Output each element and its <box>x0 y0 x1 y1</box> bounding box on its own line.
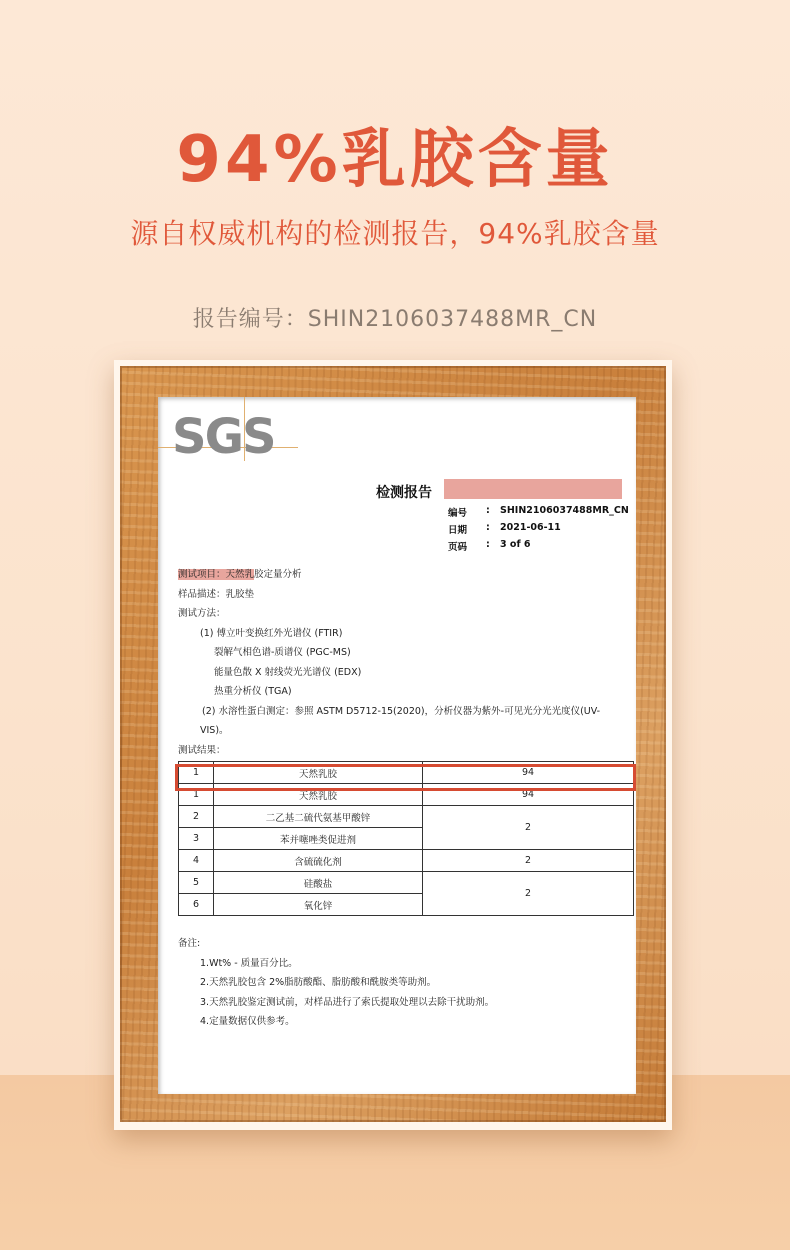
picture-frame <box>114 360 672 1130</box>
headline: 94%乳胶含量 <box>176 123 614 197</box>
test-item: 测试项目：天然乳胶定量分析 <box>178 569 302 580</box>
meta-value: 2021-06-11 <box>500 522 561 533</box>
meta-row: 编号 : SHIN2106037488MR_CN <box>448 505 629 522</box>
wooden-frame <box>120 366 666 1122</box>
note-item: 1.Wt% - 质量百分比。 <box>200 957 298 969</box>
redaction-mark <box>444 479 622 499</box>
report-number: 报告编号：SHIN2106037488MR_CN <box>192 307 598 332</box>
meta-key: 编号 <box>448 508 468 519</box>
note-item: 3.天然乳胶鉴定测试前，对样品进行了索氏提取处理以去除干扰助剂。 <box>200 996 495 1008</box>
meta-row: 页码 : 3 of 6 <box>448 539 629 556</box>
table-row: 4 含硫硫化剂 2 <box>179 850 634 872</box>
notes-label: 备注: <box>178 938 201 949</box>
report-meta <box>448 505 629 556</box>
results-table <box>178 761 634 916</box>
meta-row: 日期 : 2021-06-11 <box>448 522 629 539</box>
table-row: 1 天然乳胶 94 <box>179 762 634 784</box>
note-item: 2.天然乳胶包含 2%脂肪酸酯、脂肪酸和酰胺类等助剂。 <box>200 977 437 988</box>
method-item: VIS)。 <box>200 725 229 736</box>
method-item: (1) 傅立叶变换红外光谱仪 (FTIR) <box>200 627 343 639</box>
meta-key: 页码 <box>448 542 468 553</box>
table-row: 5 硅酸盐 2 <box>179 872 634 894</box>
results-label: 测试结果： <box>178 744 226 756</box>
method-item: 热重分析仪 (TGA) <box>214 686 292 697</box>
meta-value: SHIN2106037488MR_CN <box>500 505 629 516</box>
highlighted-text: 测试项目：天然乳 <box>178 569 255 580</box>
report-body <box>178 565 618 760</box>
method-item: 能量色散 X 射线荧光光谱仪 (EDX) <box>214 666 362 678</box>
table-row: 2 二乙基二硫代氨基甲酸锌 2 <box>179 806 634 828</box>
sample-description: 样品描述：乳胶垫 <box>178 588 255 600</box>
test-report-document <box>158 397 636 1094</box>
report-title: 检测报告 <box>376 485 432 501</box>
method-label: 测试方法： <box>178 608 226 619</box>
sgs-logo: SGS <box>172 409 275 465</box>
method-item: 裂解气相色谱-质谱仪 (PGC-MS) <box>214 647 351 658</box>
method-item: (2) 水溶性蛋白测定：参照 ASTM D5712-15(2020)，分析仪器为紫外-可见光分光光度仪(UV- <box>202 705 601 717</box>
meta-key: 日期 <box>448 525 468 536</box>
meta-value: 3 of 6 <box>500 539 531 550</box>
note-item: 4.定量数据仅供参考。 <box>200 1016 295 1027</box>
table-row: 6 氧化锌 <box>179 894 634 916</box>
subheadline: 源自权威机构的检测报告，94%乳胶含量 <box>130 217 660 250</box>
notes <box>178 934 494 1032</box>
table-row: 3 苯并噻唑类促进剂 <box>179 828 634 850</box>
table-row: 1 天然乳胶 94 <box>179 784 634 806</box>
